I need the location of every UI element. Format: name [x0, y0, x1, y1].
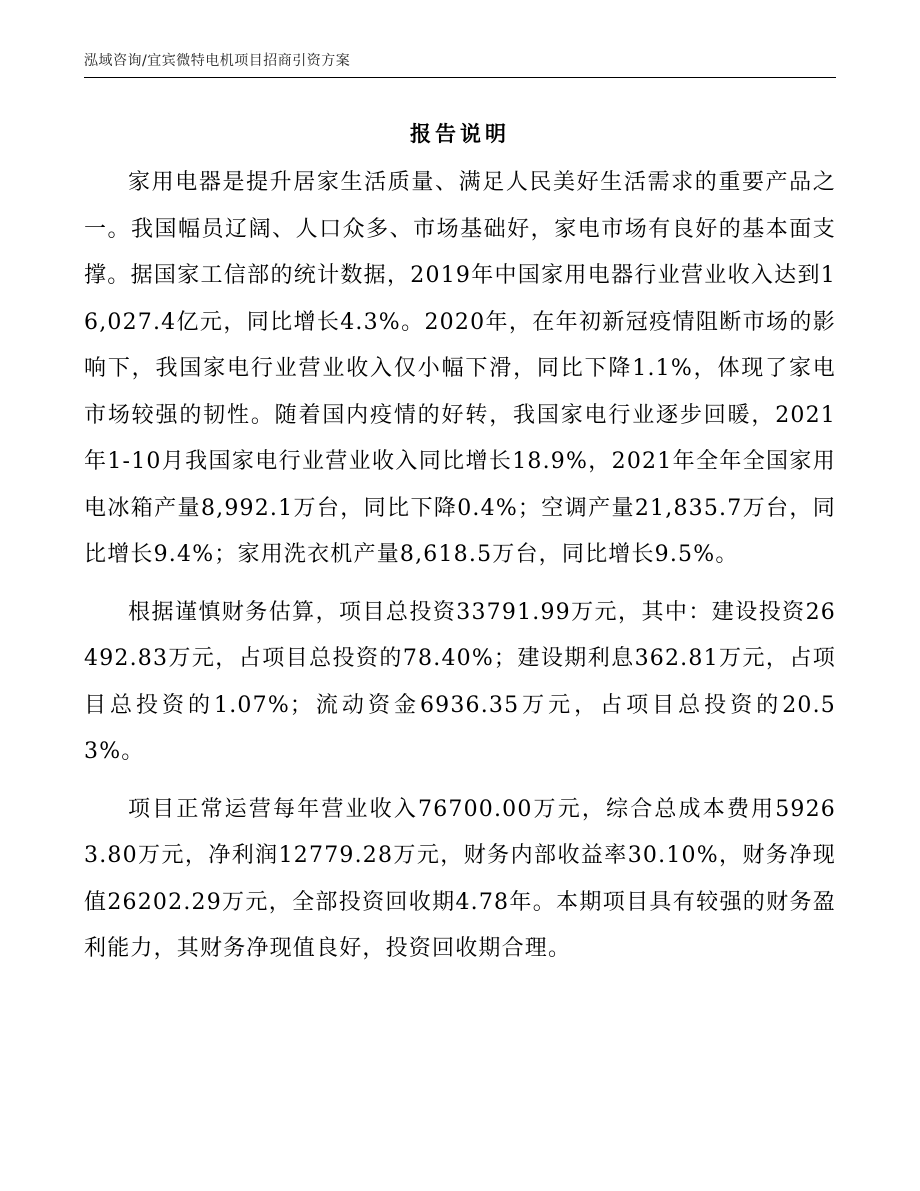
running-header: 泓域咨询/宜宾微特电机项目招商引资方案	[84, 53, 351, 69]
section-title: 报告说明	[410, 122, 510, 146]
paragraph-financial-returns: 项目正常运营每年营业收入76700.00万元，综合总成本费用59263.80万元，净利润12779.28万元，财务内部收益率30.10%，财务净现值26202.29万元，全部投资回收期4.78年。本期项目具有较强的财务盈利能力，其财务净现值良好，投资回收期合理。	[84, 796, 836, 961]
header-divider	[84, 77, 836, 78]
report-body	[84, 160, 836, 984]
paragraph-investment-estimate: 根据谨慎财务估算，项目总投资33791.99万元，其中：建设投资26492.83万元，占项目总投资的78.40%；建设期利息362.81万元，占项目总投资的1.07%；流动资金6936.35万元，占项目总投资的20.53%。	[84, 599, 836, 764]
paragraph-market-overview: 家用电器是提升居家生活质量、满足人民美好生活需求的重要产品之一。我国幅员辽阔、人口众多、市场基础好，家电市场有良好的基本面支撑。据国家工信部的统计数据，2019年中国家用电器行业营业收入达到16,027.4亿元，同比增长4.3%。2020年，在年初新冠疫情阻断市场的影响下，我国家电行业营业收入仅小幅下滑，同比下降1.1%，体现了家电市场较强的韧性。随着国内疫情的好转，我国家电行业逐步回暖，2021年1-10月我国家电行业营业收入同比增长18.9%，2021年全年全国家用电冰箱产量8,992.1万台，同比下降0.4%；空调产量21,835.7万台，同比增长9.4%；家用洗衣机产量8,618.5万台，同比增长9.5%。	[84, 170, 836, 567]
